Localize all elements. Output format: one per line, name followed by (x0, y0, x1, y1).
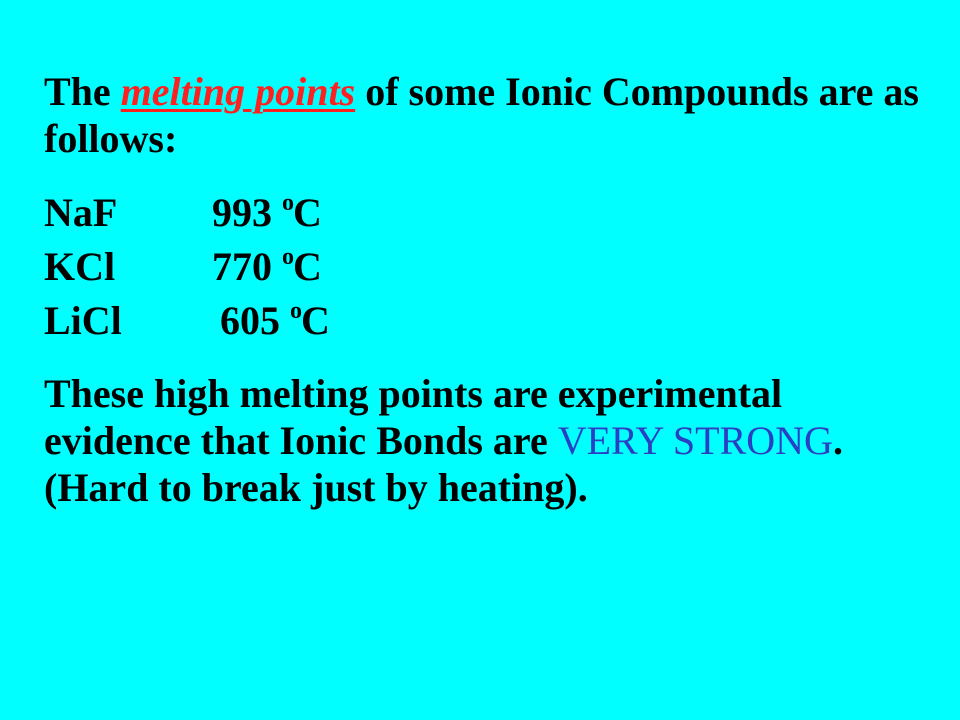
compound-row (44, 186, 924, 240)
compound-row (44, 294, 924, 348)
compound-list (44, 186, 924, 348)
conclusion-before: These high melting points are experimental evidence that Ionic Bonds are (44, 371, 783, 463)
compound-name: KCl (44, 244, 116, 289)
slide-content (44, 68, 924, 511)
melting-point-value (220, 294, 330, 348)
melting-point-value (212, 186, 322, 240)
intro-after: of some Ionic Compounds are as follows: (44, 69, 919, 161)
conclusion-text (44, 370, 924, 511)
celsius-unit: C (293, 244, 322, 289)
compound-row (44, 240, 924, 294)
conclusion-after: . (Hard to break just by heating). (44, 418, 843, 510)
celsius-unit: C (293, 190, 322, 235)
intro-text (44, 68, 924, 162)
very-strong-emphasis: VERY STRONG (557, 418, 833, 463)
celsius-unit: C (301, 298, 330, 343)
melting-point-value (212, 240, 322, 294)
compound-name: NaF (44, 190, 118, 235)
degree-symbol: o (290, 298, 302, 324)
compound-name: LiCl (44, 298, 122, 343)
melting-points-highlight: melting points (120, 69, 356, 114)
degree-symbol: o (282, 244, 294, 270)
melting-point-number: 993 (212, 190, 272, 235)
intro-before: The (44, 69, 121, 114)
melting-point-number: 605 (220, 298, 280, 343)
degree-symbol: o (282, 190, 294, 216)
melting-point-number: 770 (212, 244, 272, 289)
